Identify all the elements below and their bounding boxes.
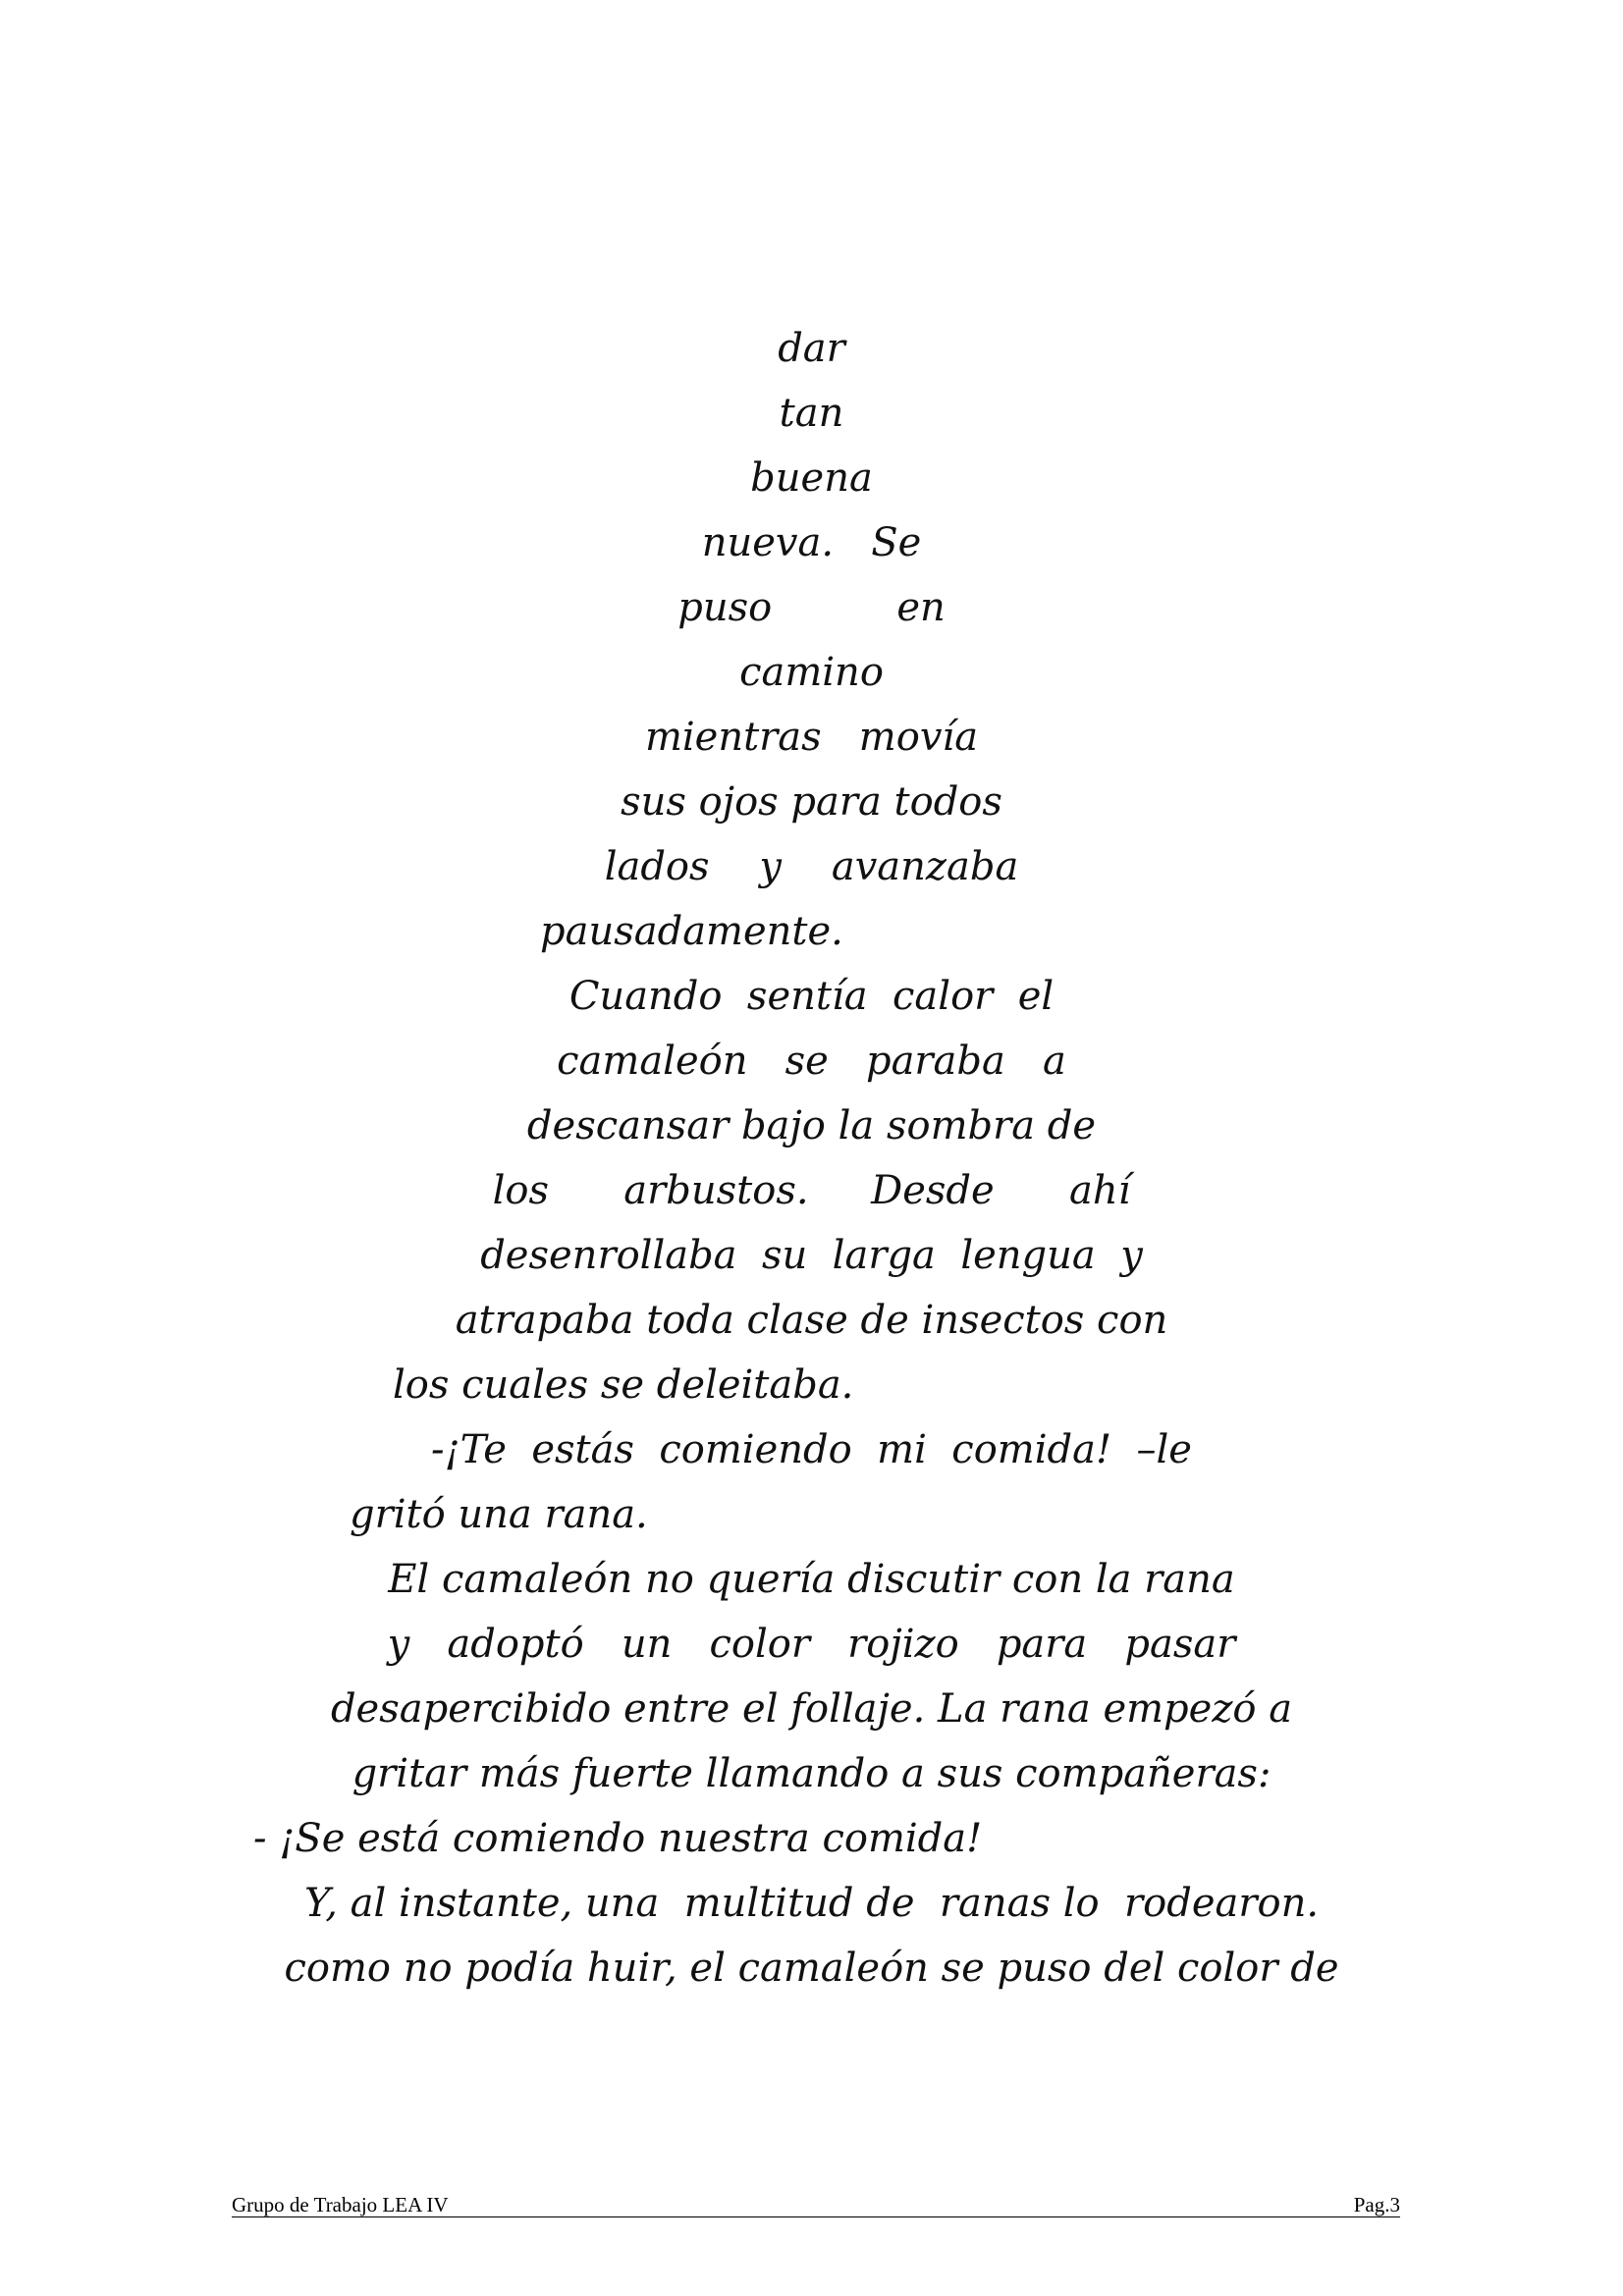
text-line: Y, al instante, una multitud de ranas lo rodearon. bbox=[303, 1881, 1320, 1926]
text-line: pausadamente. bbox=[540, 909, 843, 954]
text-line: Cuando sentía calor el bbox=[568, 974, 1055, 1019]
text-line: - ¡Se está comiendo nuestra comida! bbox=[253, 1816, 983, 1861]
text-line: buena bbox=[750, 455, 873, 501]
text-line: mientras movía bbox=[644, 715, 979, 760]
text-line: camaleón se paraba a bbox=[557, 1039, 1066, 1084]
text-line: como no podía huir, el camaleón se puso del color de bbox=[284, 1946, 1339, 1991]
text-line: gritó una rana. bbox=[350, 1492, 648, 1537]
text-line: dar bbox=[778, 326, 845, 371]
text-line: sus ojos para todos bbox=[621, 779, 1002, 825]
text-line: -¡Te estás comiendo mi comida! –le bbox=[431, 1427, 1192, 1472]
text-line: tan bbox=[779, 391, 844, 436]
text-line: desenrollaba su larga lengua y bbox=[480, 1233, 1143, 1278]
text-line: y adoptó un color rojizo para pasar bbox=[387, 1622, 1236, 1667]
footer-page-number: Pag.3 bbox=[1353, 2193, 1400, 2216]
text-line: los cuales se deleitaba. bbox=[393, 1362, 854, 1408]
text-line: lados y avanzaba bbox=[604, 844, 1019, 889]
text-line: nueva. Se bbox=[701, 520, 922, 565]
text-line: atrapaba toda clase de insectos con bbox=[455, 1298, 1168, 1343]
page-footer bbox=[232, 2191, 1400, 2217]
text-line: camino bbox=[739, 650, 884, 695]
text-line: desapercibido entre el follaje. La rana empezó a bbox=[330, 1686, 1293, 1732]
text-line: El camaleón no quería discutir con la rana bbox=[388, 1557, 1235, 1602]
text-line: puso en bbox=[677, 585, 946, 630]
text-line: descansar bajo la sombra de bbox=[526, 1103, 1097, 1148]
text-line: gritar más fuerte llamando a sus compañeras: bbox=[352, 1751, 1271, 1796]
text-line: los arbustos. Desde ahí bbox=[492, 1168, 1131, 1213]
footer-group-name: Grupo de Trabajo LEA IV bbox=[232, 2193, 449, 2216]
